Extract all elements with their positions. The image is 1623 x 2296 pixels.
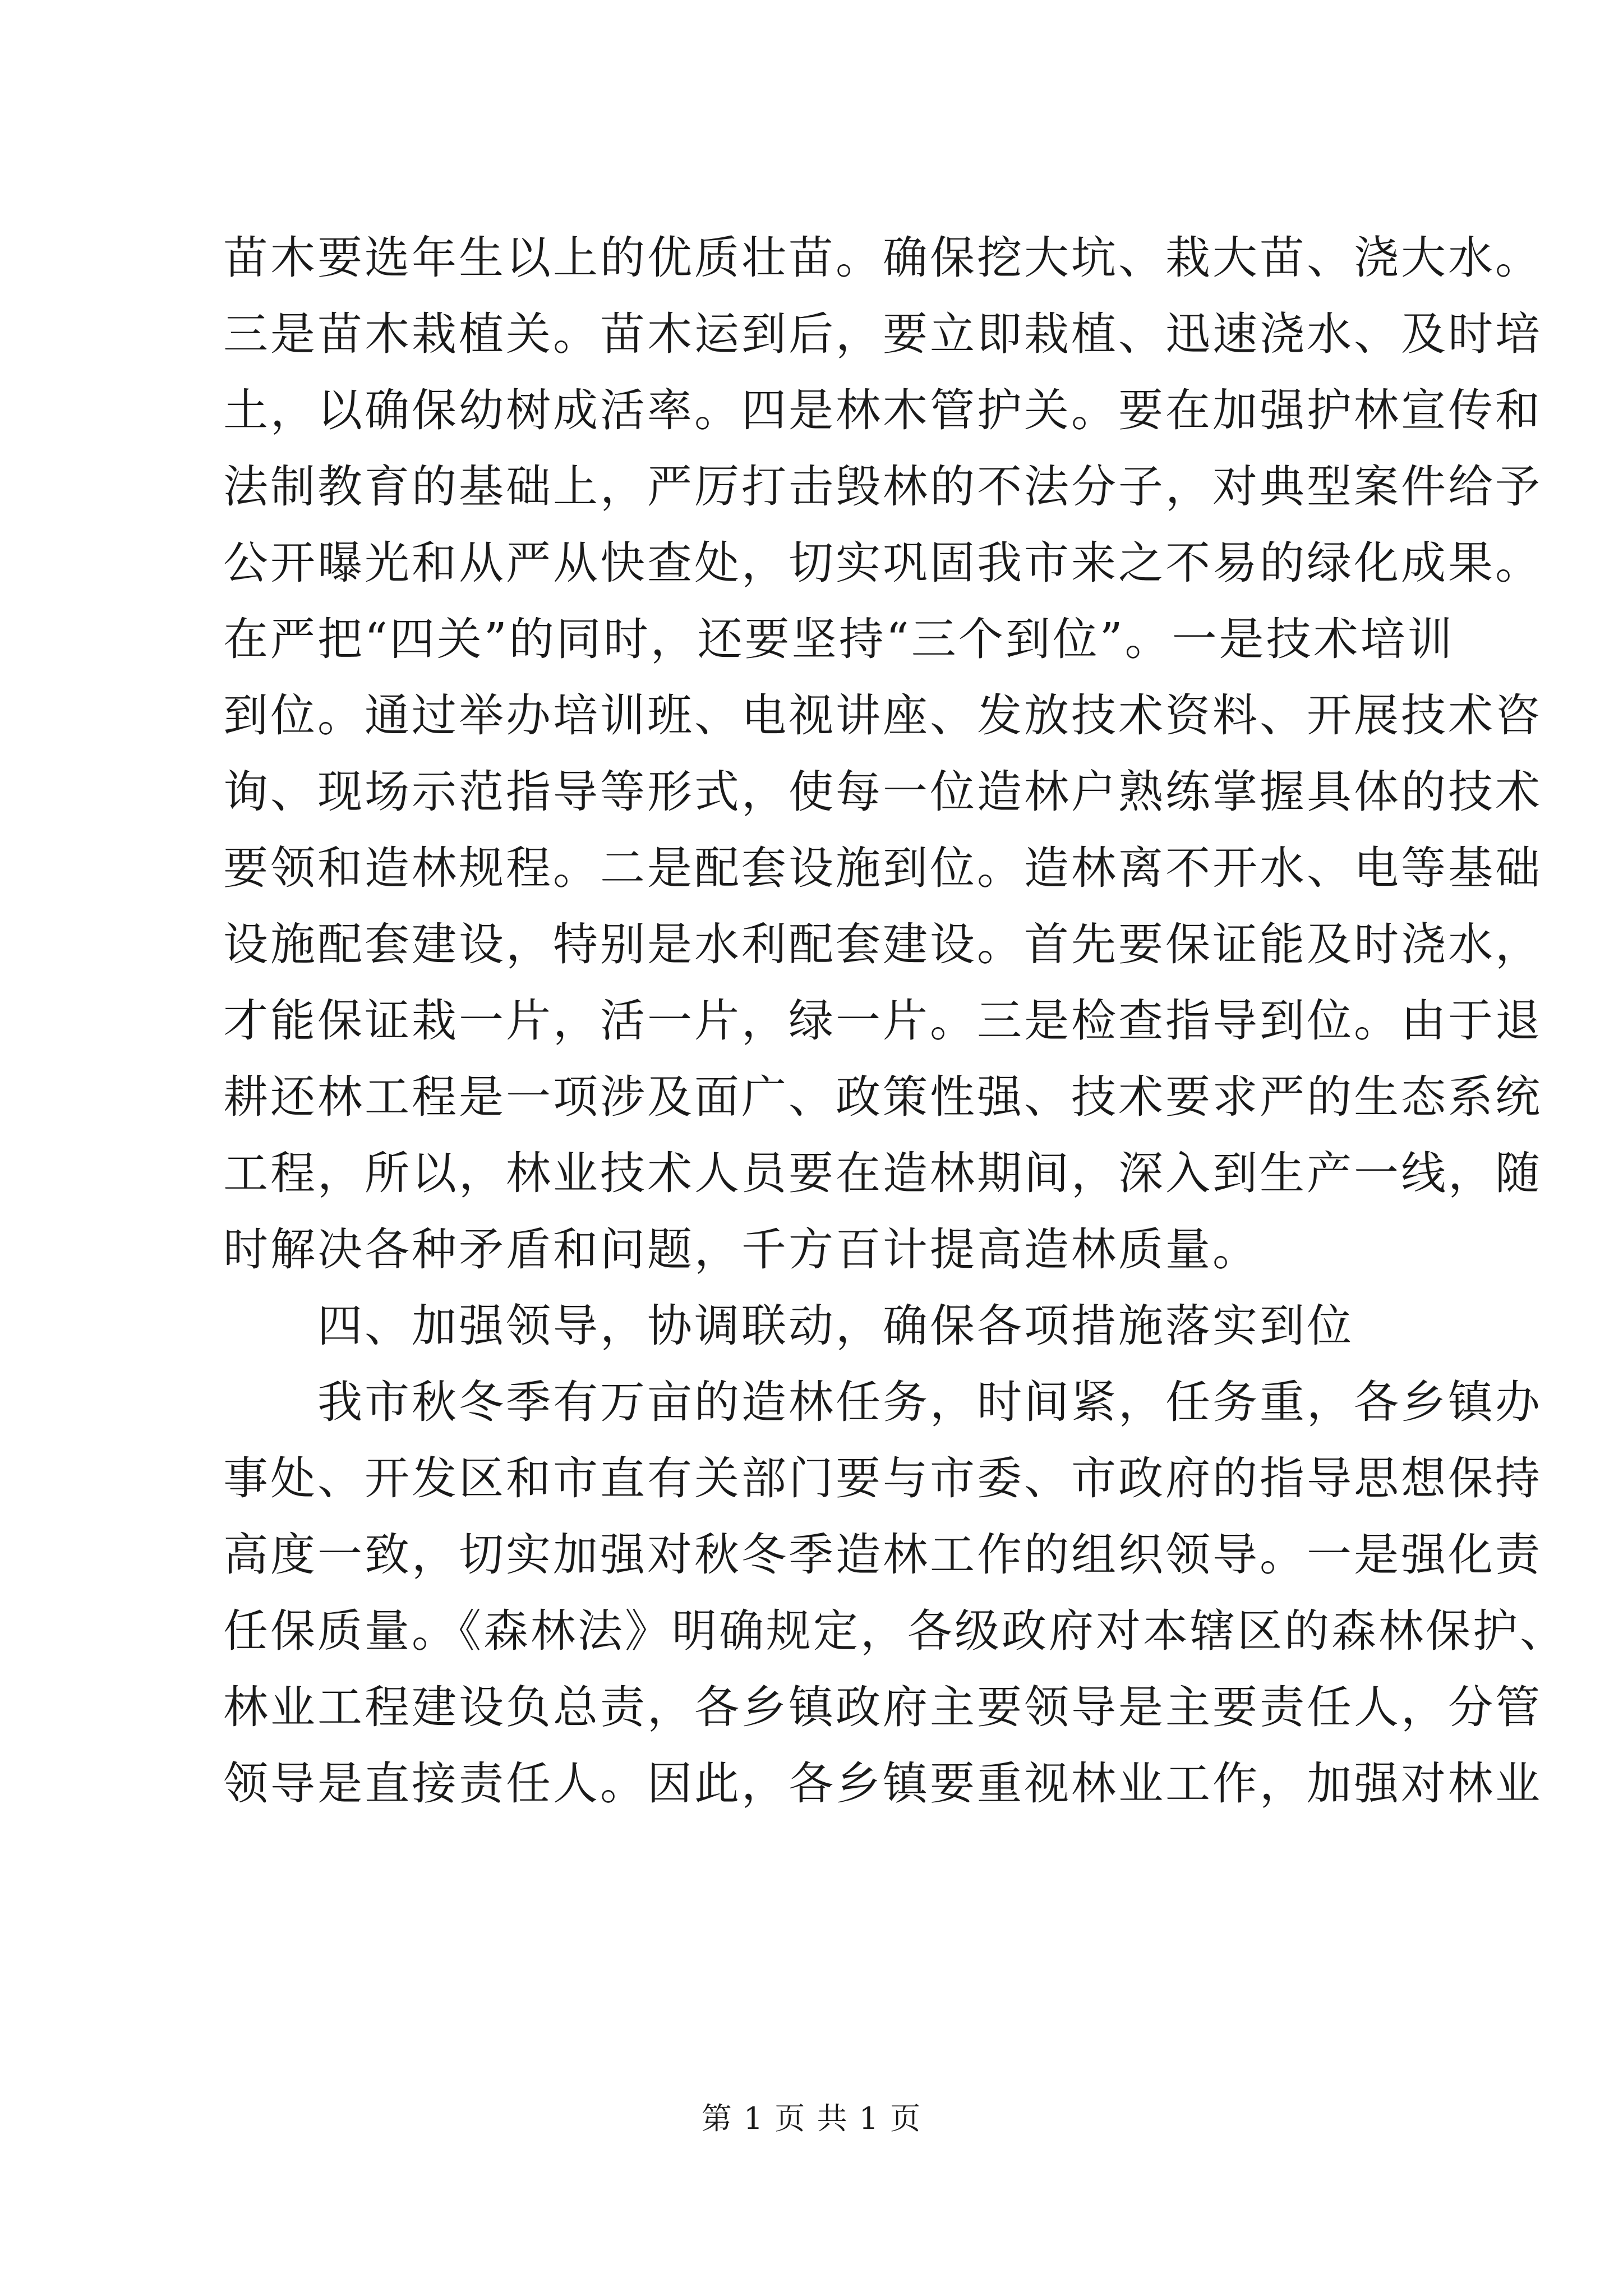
document-body [223,220,1567,1822]
text-line: 在严把“四关”的同时，还要坚持“三个到位”。一是技术培训 [223,613,1455,665]
text-line: 林业工程建设负总责，各乡镇政府主要领导是主要责任人，分管 [223,1681,1542,1733]
text-line: 时解决各种矛盾和问题，千方百计提高造林质量。 [223,1223,1260,1276]
text-line: 苗木要选年生以上的优质壮苗。确保挖大坑、栽大苗、浇大水。 [223,232,1542,284]
text-line: 工程，所以，林业技术人员要在造林期间，深入到生产一线，随 [223,1147,1542,1199]
text-line: 事处、开发区和市直有关部门要与市委、市政府的指导思想保持 [223,1452,1542,1504]
text-line: 耕还林工程是一项涉及面广、政策性强、技术要求严的生态系统 [223,1071,1542,1123]
text-line: 土，以确保幼树成活率。四是林木管护关。要在加强护林宣传和 [223,384,1542,436]
text-line: 要领和造林规程。二是配套设施到位。造林离不开水、电等基础 [223,842,1542,894]
text-line: 询、现场示范指导等形式，使每一位造林户熟练掌握具体的技术 [223,766,1542,818]
section-heading: 四、加强领导，协调联动，确保各项措施落实到位 [317,1300,1354,1352]
text-line: 法制教育的基础上，严厉打击毁林的不法分子，对典型案件给予 [223,461,1542,513]
page-number-label: 第 1 页 共 1 页 [701,2101,922,2136]
text-line: 公开曝光和从严从快查处，切实巩固我市来之不易的绿化成果。 [223,537,1542,589]
text-line: 设施配套建设，特别是水利配套建设。首先要保证能及时浇水， [223,918,1542,970]
text-line: 才能保证栽一片，活一片，绿一片。三是检查指导到位。由于退 [223,995,1542,1047]
text-line: 领导是直接责任人。因此，各乡镇要重视林业工作，加强对林业 [223,1757,1542,1810]
text-line: 三是苗木栽植关。苗木运到后，要立即栽植、迅速浇水、及时培 [223,308,1542,360]
text-line: 我市秋冬季有万亩的造林任务，时间紧，任务重，各乡镇办 [317,1376,1542,1428]
text-line: 任保质量。《森林法》明确规定，各级政府对本辖区的森林保护、 [223,1605,1567,1657]
text-line: 到位。通过举办培训班、电视讲座、发放技术资料、开展技术咨 [223,689,1542,742]
page-footer [0,2099,1623,2138]
text-line: 高度一致，切实加强对秋冬季造林工作的组织领导。一是强化责 [223,1529,1542,1581]
